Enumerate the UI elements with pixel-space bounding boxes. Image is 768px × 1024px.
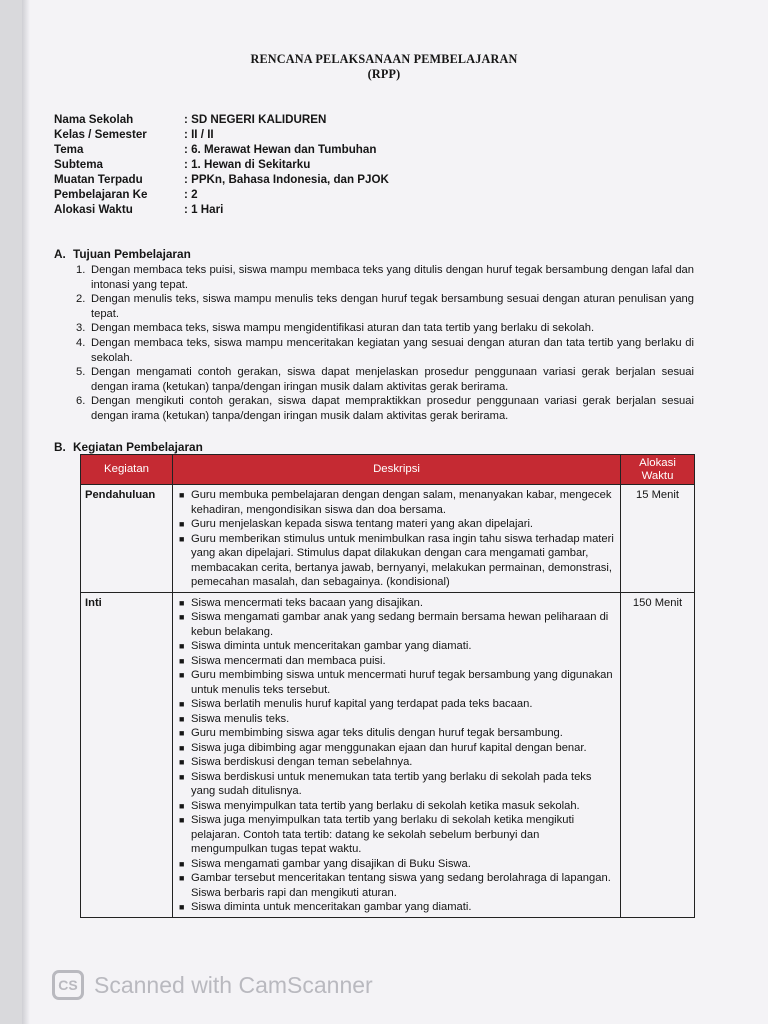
item-text: Guru membuka pembelajaran dengan dengan salam, menanyakan kabar, mengecek kehadiran, mengondisikan siswa dan doa bersama.: [191, 489, 612, 516]
list-item: [177, 532, 616, 590]
info-value: : 2: [184, 188, 198, 201]
title-line-1: RENCANA PELAKSANAAN PEMBELAJARAN: [250, 52, 518, 66]
description-list: [177, 488, 616, 590]
item-text: Siswa diminta untuk menceritakan gambar yang diamati.: [191, 640, 472, 652]
item-text: Dengan menulis teks, siswa mampu menulis teks dengan huruf tegak bersambung sesuai dengan aturan penulisan yang tepat.: [91, 293, 694, 320]
square-bullet-icon: ■: [179, 728, 185, 738]
item-text: Siswa juga menyimpulkan tata tertib yang berlaku di sekolah ketika mengikuti pelajaran. Contoh tata tertib: datang ke sekolah sebelum berbunyi dan mengumpulkan tugas tepat waktu.: [191, 814, 575, 855]
item-number: 4.: [76, 336, 86, 349]
item-text: Guru menjelaskan kepada siswa tentang materi yang akan dipelajari.: [191, 518, 534, 530]
square-bullet-icon: ■: [179, 655, 185, 666]
item-text: Siswa berdiskusi dengan teman sebelahnya.: [191, 756, 413, 768]
square-bullet-icon: ■: [179, 533, 185, 544]
activity-duration: 150 Menit: [621, 592, 695, 917]
square-bullet-icon: ■: [179, 519, 185, 529]
list-item: [76, 263, 694, 292]
item-text: Siswa mencermati teks bacaan yang disajikan.: [191, 596, 423, 609]
activity-name: Inti: [81, 592, 173, 917]
list-item: [76, 292, 694, 321]
list-item: [177, 488, 616, 517]
info-value: : 1 Hari: [184, 203, 224, 216]
column-header-deskripsi: Deskripsi: [173, 455, 621, 485]
list-item: [177, 770, 616, 799]
info-value: : SD NEGERI KALIDUREN: [184, 113, 327, 126]
section-title: Kegiatan Pembelajaran: [73, 440, 203, 454]
section-learning-activities-heading: [54, 440, 203, 455]
item-text: Siswa juga dibimbing agar menggunakan ejaan dan huruf kapital dengan benar.: [191, 741, 587, 754]
objectives-list: [76, 263, 694, 424]
info-label: Kelas / Semester: [54, 128, 147, 141]
table-row: [81, 485, 695, 593]
item-text: Guru membimbing siswa agar teks ditulis dengan huruf tegak bersambung.: [191, 727, 563, 739]
section-learning-objectives: [54, 247, 694, 424]
item-number: 5.: [76, 366, 86, 379]
list-item: [177, 799, 616, 814]
square-bullet-icon: ■: [179, 742, 185, 753]
square-bullet-icon: ■: [179, 902, 185, 912]
activity-duration: 15 Menit: [621, 485, 695, 593]
section-heading: [54, 247, 694, 262]
info-label: Muatan Terpadu: [54, 173, 143, 186]
table-row: [81, 592, 695, 917]
square-bullet-icon: ■: [179, 873, 185, 883]
info-label: Nama Sekolah: [54, 113, 134, 126]
info-label: Alokasi Waktu: [54, 203, 133, 216]
list-item: [177, 712, 616, 727]
list-item: [177, 741, 616, 756]
square-bullet-icon: ■: [179, 757, 185, 767]
list-item: [177, 668, 616, 697]
activity-name: Pendahuluan: [81, 485, 173, 593]
info-row-time: [54, 202, 389, 217]
document-title: [0, 52, 768, 82]
square-bullet-icon: ■: [179, 699, 185, 709]
info-value: : II / II: [184, 128, 214, 141]
list-item: [76, 321, 694, 336]
list-item: [177, 596, 616, 611]
square-bullet-icon: ■: [179, 771, 185, 782]
list-item: [177, 697, 616, 712]
square-bullet-icon: ■: [179, 490, 185, 500]
list-item: [76, 336, 694, 365]
item-text: Siswa mengamati gambar yang disajikan di Buku Siswa.: [191, 857, 471, 870]
square-bullet-icon: ■: [179, 597, 185, 608]
item-number: 6.: [76, 395, 86, 408]
activity-description: [173, 592, 621, 917]
section-title: Tujuan Pembelajaran: [73, 247, 191, 261]
section-letter: A.: [54, 247, 66, 261]
item-number: 2.: [76, 293, 86, 306]
activities-table: [80, 454, 695, 918]
item-text: Dengan membaca teks, siswa mampu mengidentifikasi aturan dan tata tertib yang berlaku di sekolah.: [91, 322, 595, 335]
item-text: Dengan membaca teks, siswa mampu menceritakan kegiatan yang sesuai dengan aturan dan tata tertib yang berlaku di sekolah.: [91, 336, 694, 364]
item-text: Gambar tersebut menceritakan tentang siswa yang sedang berolahraga di lapangan. Siswa berbaris rapi dan mengikuti aturan.: [191, 872, 611, 899]
watermark-text: Scanned with CamScanner: [94, 971, 373, 998]
list-item: [76, 365, 694, 394]
table-header-row: [81, 455, 695, 485]
list-item: [177, 900, 616, 915]
list-item: [177, 610, 616, 639]
list-item: [177, 857, 616, 872]
item-text: Siswa menyimpulkan tata tertib yang berlaku di sekolah ketika masuk sekolah.: [191, 799, 580, 812]
item-text: Siswa mengamati gambar anak yang sedang bermain bersama hewan peliharaan di kebun belakang.: [191, 611, 609, 638]
camscanner-watermark: [52, 970, 373, 1000]
section-letter: B.: [54, 440, 66, 454]
info-row-lesson: [54, 187, 389, 202]
list-item: [177, 726, 616, 741]
list-item: [177, 639, 616, 654]
camscanner-logo-icon: CS: [52, 970, 84, 1000]
info-label: Pembelajaran Ke: [54, 188, 148, 201]
info-row-content: [54, 172, 389, 187]
info-value: : 1. Hewan di Sekitarku: [184, 158, 311, 171]
description-list: [177, 596, 616, 915]
info-value: : 6. Merawat Hewan dan Tumbuhan: [184, 143, 377, 156]
list-item: [177, 755, 616, 770]
item-text: Dengan membaca teks puisi, siswa mampu membaca teks yang ditulis dengan huruf tegak bersambung dengan lafal dan intonasi yang tepat.: [91, 264, 694, 291]
square-bullet-icon: ■: [179, 858, 185, 869]
info-row-class: [54, 127, 389, 142]
square-bullet-icon: ■: [179, 800, 185, 811]
item-text: Siswa menulis teks.: [191, 712, 290, 725]
item-text: Dengan mengikuti contoh gerakan, siswa dapat mempraktikkan prosedur penggunaan variasi gerak berjalan sesuai dengan irama (ketukan) tanpa/dengan iringan musik dalam aktivitas gerak berirama.: [91, 395, 694, 422]
list-item: [177, 813, 616, 857]
square-bullet-icon: ■: [179, 713, 185, 724]
column-header-kegiatan: Kegiatan: [81, 455, 173, 485]
item-number: 1.: [76, 264, 86, 276]
square-bullet-icon: ■: [179, 612, 185, 622]
activity-description: [173, 485, 621, 593]
list-item: [76, 394, 694, 423]
item-number: 3.: [76, 322, 86, 335]
item-text: Guru membimbing siswa untuk mencermati huruf tegak bersambung yang digunakan untuk menulis teks tersebut.: [191, 669, 613, 696]
square-bullet-icon: ■: [179, 815, 185, 825]
list-item: [177, 871, 616, 900]
title-line-2: (RPP): [367, 67, 401, 81]
info-row-school: [54, 112, 389, 127]
square-bullet-icon: ■: [179, 670, 185, 680]
info-label: Tema: [54, 143, 84, 156]
info-value: : PPKn, Bahasa Indonesia, dan PJOK: [184, 173, 389, 186]
item-text: Siswa diminta untuk menceritakan gambar yang diamati.: [191, 901, 472, 913]
item-text: Siswa berlatih menulis huruf kapital yang terdapat pada teks bacaan.: [191, 698, 533, 710]
info-row-subtheme: [54, 157, 389, 172]
item-text: Siswa berdiskusi untuk menemukan tata tertib yang berlaku di sekolah pada teks yang sudah ditulisnya.: [191, 770, 592, 797]
item-text: Dengan mengamati contoh gerakan, siswa dapat menjelaskan prosedur penggunaan variasi gerak berjalan sesuai dengan irama (ketukan) tanpa/dengan iringan musik dalam aktivitas gerak berirama.: [91, 366, 694, 393]
item-text: Guru memberikan stimulus untuk menimbulkan rasa ingin tahu siswa terhadap materi yang akan dipelajari. Stimulus dapat dilakukan dengan cara mengamati gambar, membacakan cerita, bertanya jawab, bernyanyi, melakukan permainan, demonstrasi, pemecahan masalah, dan sebagainya. (kondisional): [191, 532, 614, 588]
info-label: Subtema: [54, 158, 103, 171]
list-item: [177, 654, 616, 669]
list-item: [177, 517, 616, 532]
info-row-theme: [54, 142, 389, 157]
square-bullet-icon: ■: [179, 641, 185, 651]
identity-block: [54, 112, 389, 217]
column-header-alokasi: Alokasi Waktu: [621, 455, 695, 485]
item-text: Siswa mencermati dan membaca puisi.: [191, 654, 386, 667]
